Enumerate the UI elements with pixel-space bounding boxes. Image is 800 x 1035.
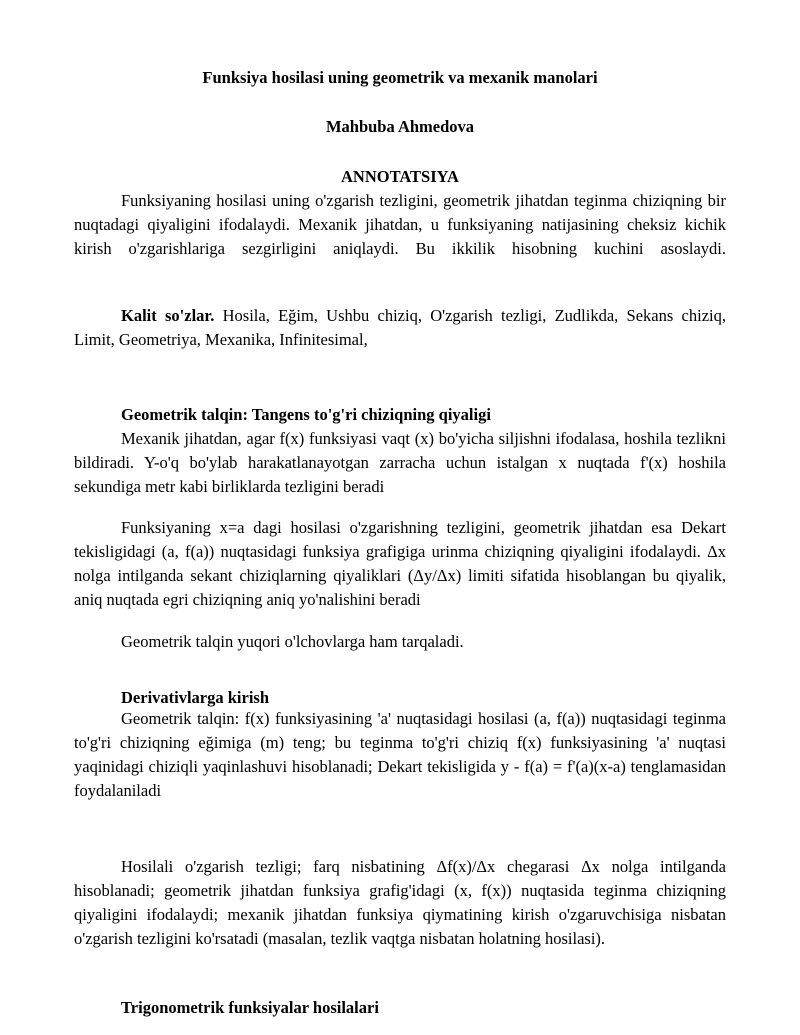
paragraph-geometric-interpretation: Geometrik talqin: f(x) funksiyasining 'a' nuqtasidagi hosilasi (a, f(a)) nuqtasidagi teginma to'g'ri chiziqning eğimiga (m) teng; bu teginma to'g'ri chiziq f(x) funksiyasining 'a' nuqtasi yaqinidagi chiziqli yaqinlashuvi hisoblanadi; Dekart tekisligida y - f(a) = f'(a)(x-a) tenglamasidan foydalaniladi bbox=[74, 709, 726, 800]
paragraph-rate-of-change: Hosilali o'zgarish tezligi; farq nisbatining Δf(x)/Δx chegarasi Δx nolga intilganda hisoblanadi; geometrik jihatdan funksiya grafig'idagi (x, f(x)) nuqtasida teginma chiziqning qiyaligini ifodalaydi; mexanik jihatdan funksiya qiymatining kirish o'zgaruvchisiga nisbatan o'zgarish tezligini ko'rsatadi (masalan, tezlik vaqtga nisbatan holatning hosilasi). bbox=[74, 857, 726, 948]
paragraph-derivative-slope: Funksiyaning x=a dagi hosilasi o'zgarishning tezligini, geometrik jihatdan esa Dekart tekisligidagi (a, f(a)) nuqtasidagi funksiya grafigiga urinma chiziqning qiyaligini ifodalaydi. Δx nolga intilganda sekant chiziqlarning qiyaliklari (Δy/Δx) limiti sifatida hisoblangan bu qiyalik, aniq nuqtada egri chiziqning aniq yo'nalishini beradi bbox=[74, 518, 726, 609]
annotation-heading: ANNOTATSIYA bbox=[341, 167, 459, 186]
section-heading-geometric: Geometrik talqin: Tangens to'g'ri chiziqning qiyaligi bbox=[121, 405, 491, 424]
paper-title: Funksiya hosilasi uning geometrik va mexanik manolari bbox=[202, 68, 598, 87]
keywords-list: Hosila, Eğim, Ushbu chiziq, O'zgarish tezligi, Zudlikda, Sekans chiziq, Limit, Geometriya, Mexanika, Infinitesimal, bbox=[74, 306, 726, 349]
section-heading-derivatives-intro: Derivativlarga kirish bbox=[121, 688, 270, 707]
keywords-label: Kalit so'zlar. bbox=[121, 306, 215, 325]
paragraph-higher-dimensions: Geometrik talqin yuqori o'lchovlarga ham tarqaladi. bbox=[121, 632, 464, 651]
author-name: Mahbuba Ahmedova bbox=[325, 117, 475, 136]
keywords-paragraph bbox=[74, 304, 726, 352]
section-heading-trigonometric: Trigonometrik funksiyalar hosilalari bbox=[121, 998, 379, 1017]
annotation-paragraph: Funksiyaning hosilasi uning o'zgarish tezligini, geometrik jihatdan teginma chiziqning bir nuqtadagi qiyaligini ifodalaydi. Mexanik jihatdan, u funksiyaning natijasining cheksiz kichik kirish o'zgarishlariga sezgirligini aniqlaydi. Bu ikkilik hisobning kuchini asoslaydi. bbox=[74, 191, 726, 258]
paragraph-mechanical: Mexanik jihatdan, agar f(x) funksiyasi vaqt (x) bo'yicha siljishni ifodalasa, hoshila tezlikni bildiradi. Y-o'q bo'ylab harakatlanayotgan zarracha uchun istalgan x nuqtada f'(x) hoshila sekundiga metr kabi birliklarda tezligini beradi bbox=[74, 429, 726, 496]
